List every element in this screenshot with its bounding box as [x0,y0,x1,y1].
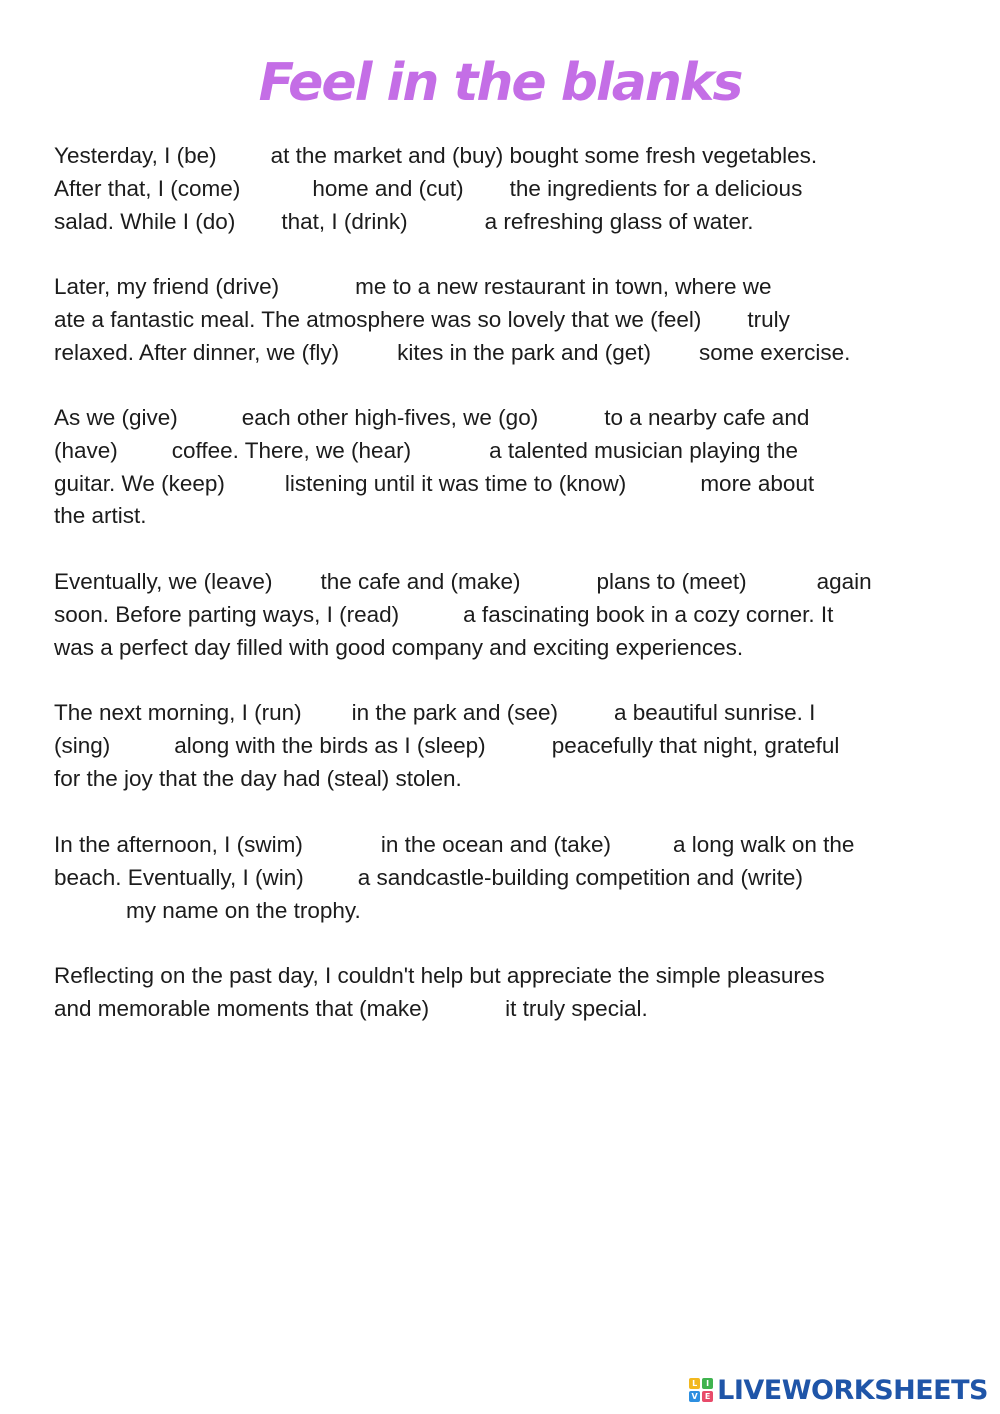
text-line [54,960,964,993]
text-line [54,632,964,665]
text-segment: the ingredients for a delicious [509,175,803,201]
text-segment: a refreshing glass of water. [484,208,754,234]
text-segment: In the afternoon, I (swim) [54,832,303,857]
text-segment: more about [700,470,815,496]
text-segment: my name on the trophy. [126,897,361,923]
text-segment: relaxed. After dinner, we (fly) [54,339,340,365]
text-segment: at the market and (buy) bought some fresh vegetables. [270,143,818,168]
text-line [54,402,964,435]
text-segment: it truly special. [505,995,648,1021]
text-segment: plans to (meet) [596,569,747,594]
paragraph [54,140,964,238]
text-segment: Eventually, we (leave) [54,569,273,594]
text-segment: ate a fantastic meal. The atmosphere was so lovely that we (feel) [54,306,702,332]
text-segment: along with the birds as I (sleep) [174,732,486,758]
text-segment: Later, my friend (drive) [54,274,280,299]
text-segment: listening until it was time to (know) [284,470,627,496]
text-segment: coffee. There, we (hear) [171,437,412,463]
text-segment: truly [747,306,790,332]
text-segment: in the ocean and (take) [380,832,612,857]
text-segment: a fascinating book in a cozy corner. It [463,601,834,627]
text-segment: peacefully that night, grateful [551,732,840,758]
text-line [54,435,964,468]
text-line [54,566,964,599]
paragraph [54,271,964,369]
brand-name: LIVEWORKSHEETS [717,1374,988,1406]
paragraph [54,829,964,927]
paragraph [54,402,964,533]
badge-letter: V [689,1391,700,1402]
text-segment: Yesterday, I (be) [54,143,217,168]
text-line [54,599,964,632]
liveworksheets-logo [689,1372,988,1408]
text-line [54,337,964,370]
text-segment: a sandcastle-building competition and (write) [357,864,803,890]
text-segment: The next morning, I (run) [54,700,302,725]
text-segment: that, I (drink) [281,208,408,234]
text-segment: beach. Eventually, I (win) [54,864,304,890]
text-segment: Reflecting on the past day, I couldn't help but appreciate the simple pleasures [54,963,825,988]
text-segment: and memorable moments that (make) [54,995,430,1021]
badge-letter: E [702,1391,713,1402]
text-segment: soon. Before parting ways, I (read) [54,601,400,627]
text-segment: salad. While I (do) [54,208,236,234]
text-segment: kites in the park and (get) [397,339,652,365]
badge-letter: L [689,1378,700,1389]
text-line [54,140,964,173]
text-segment: to a nearby cafe and [604,405,810,430]
text-segment: (have) [54,437,118,463]
text-line [54,829,964,862]
text-line [54,862,964,895]
text-segment: home and (cut) [312,175,464,201]
text-segment: As we (give) [54,405,178,430]
text-line [54,730,964,763]
text-segment: (sing) [54,732,111,758]
text-segment: a beautiful sunrise. I [613,700,816,725]
text-line [54,763,964,796]
live-badge-icon [689,1378,713,1402]
paragraph [54,960,964,1026]
text-segment: was a perfect day filled with good company and exciting experiences. [54,634,744,660]
text-line [54,895,964,928]
text-segment: again [816,569,872,594]
text-line [54,173,964,206]
text-line [54,468,964,501]
text-line [54,304,964,337]
worksheet-title: Feel in the blanks [258,53,742,113]
text-segment: some exercise. [699,339,851,365]
text-segment: in the park and (see) [351,700,558,725]
text-segment: After that, I (come) [54,175,241,201]
paragraph [54,566,964,664]
text-line [54,500,964,533]
text-segment: the cafe and (make) [320,569,521,594]
text-line [54,206,964,239]
text-segment: me to a new restaurant in town, where we [355,274,772,299]
text-line [54,271,964,304]
text-segment: a talented musician playing the [489,437,799,463]
text-segment: the artist. [54,503,147,529]
badge-letter: I [702,1378,713,1389]
text-line [54,697,964,730]
text-segment: guitar. We (keep) [54,470,225,496]
paragraph [54,697,964,795]
text-line [54,993,964,1026]
text-segment: a long walk on the [673,832,855,857]
text-segment: for the joy that the day had (steal) stolen. [54,765,462,791]
text-segment: each other high-fives, we (go) [241,405,539,430]
